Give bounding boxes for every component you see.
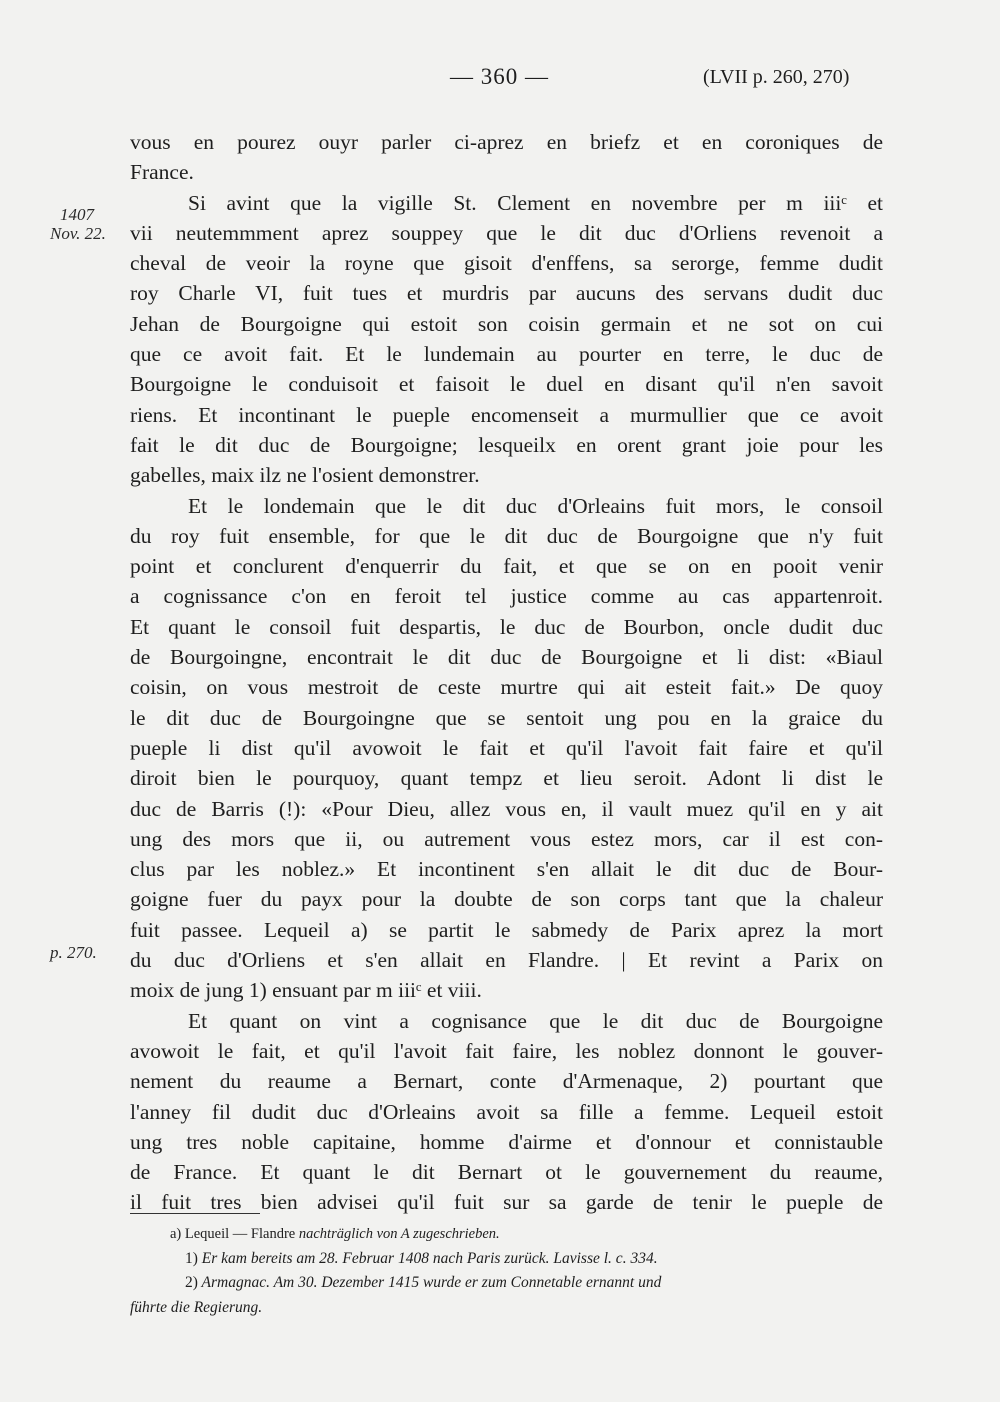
- text-line: coisin, on vous mestroit de ceste murtre qui ait esteit fait.» De quoy: [130, 675, 883, 700]
- text-line: Jehan de Bourgoigne qui estoit son coisin germain et ne sot on cui: [130, 311, 883, 336]
- footnote-a-note: nachträglich von A zugeschrieben.: [298, 1226, 500, 1242]
- text-line: de Bourgoingne, encontrait le dit duc de Bourgoigne et li dist: «Biaul: [130, 645, 883, 670]
- footnote-divider: [130, 1213, 260, 1214]
- text-line: clus par les noblez.» Et incontinent s'en allait le dit duc de Bour-: [130, 857, 883, 882]
- footnote-1: [130, 1247, 883, 1272]
- text-line: le dit duc de Bourgoingne que se sentoit ung pou en la graice du: [130, 705, 883, 730]
- text-line: vii neutemmment aprez souppey que le dit duc d'Orliens revenoit a: [130, 220, 883, 245]
- text-line: Bourgoigne le conduisoit et faisoit le duel en disant qu'il n'en savoit: [130, 372, 883, 397]
- text-line: fait le dit duc de Bourgoigne; lesqueilx en orent grant joie pour les: [130, 432, 883, 457]
- footnote-a: [130, 1222, 883, 1247]
- footnote-2: [130, 1271, 883, 1296]
- text-line: il fuit tres bien advisei qu'il fuit sur sa garde de tenir le pueple de: [130, 1190, 883, 1215]
- footnote-2-marker: 2): [185, 1274, 198, 1291]
- text-line: Si avint que la vigille St. Clement en novembre per m iiiᶜ et: [188, 190, 883, 215]
- text-line: duc de Barris (!): «Pour Dieu, allez vous en, il vault muez qu'il en y ait: [130, 796, 883, 821]
- text-line: roy Charle VI, fuit tues et murdris par aucuns des servans dudit duc: [130, 281, 883, 306]
- text-line: diroit bien le pourquoy, quant tempz et lieu seroit. Adont li dist le: [130, 766, 883, 791]
- text-line: du duc d'Orliens et s'en allait en Flandre. | Et revint a Parix on: [130, 948, 883, 973]
- text-line: nement du reaume a Bernart, conte d'Armenaque, 2) pourtant que: [130, 1069, 883, 1094]
- source-reference: (LVII p. 260, 270): [703, 66, 850, 88]
- text-line: moix de jung 1) ensuant par m iiiᶜ et viii.: [130, 978, 482, 1003]
- text-line: l'anney fil dudit duc d'Orleains avoit sa fille a femme. Lequeil estoit: [130, 1099, 883, 1124]
- text-line: du roy fuit ensemble, for que le dit duc de Bourgoigne que n'y fuit: [130, 523, 883, 548]
- text-line: vous en pourez ouyr parler ci-aprez en briefz et en coroniques de: [130, 130, 883, 154]
- text-line: point et conclurent d'enquerrir du fait, et que se on en pooit venir: [130, 554, 883, 579]
- page-header: [0, 64, 1000, 96]
- text-line: a cognissance c'on en feroit tel justice comme au cas appartenroit.: [130, 584, 883, 609]
- text-line: France.: [130, 160, 194, 185]
- text-line: avowoit le fait, et qu'il l'avoit fait faire, les noblez donnont le gouver-: [130, 1038, 883, 1063]
- footnotes: [130, 1222, 883, 1320]
- footnote-2-text: Armagnac. Am 30. Dezember 1415 wurde er zum Connetable ernannt und: [201, 1274, 662, 1291]
- main-text: [130, 127, 883, 1218]
- text-line: de France. Et quant le dit Bernart ot le gouvernement du reaume,: [130, 1160, 883, 1185]
- text-line: Et quant le consoil fuit despartis, le duc de Bourbon, oncle dudit duc: [130, 614, 883, 639]
- text-line: pueple li dist qu'il avowoit le fait et qu'il l'avoit fait faire et qu'il: [130, 735, 883, 760]
- footnote-1-marker: 1): [185, 1249, 198, 1267]
- text-line: cheval de veoir la royne que gisoit d'enffens, sa serorge, femme dudit: [130, 251, 883, 276]
- footnote-a-text: Lequeil — Flandre: [184, 1226, 296, 1242]
- page-number: — 360 —: [450, 64, 549, 89]
- text-line: riens. Et incontinant le pueple encomenseit a murmullier que ce avoit: [130, 402, 883, 427]
- footnote-a-marker: a): [170, 1226, 182, 1242]
- footnote-2-continued: führte die Regierung.: [130, 1298, 263, 1316]
- text-line: ung des mors que ii, ou autrement vous estez mors, car il est con-: [130, 826, 883, 851]
- text-line: que ce avoit fait. Et le lundemain au pourter en terre, le duc de: [130, 342, 883, 367]
- text-line: Et le londemain que le dit duc d'Orleains fuit mors, le consoil: [188, 493, 883, 518]
- text-line: Et quant on vint a cognisance que le dit duc de Bourgoigne: [188, 1008, 883, 1033]
- text-line: fuit passee. Lequeil a) se partit le sabmedy de Parix aprez la mort: [130, 917, 883, 942]
- text-line: goigne fuer du payx pour la doubte de son corps tant que la chaleur: [130, 887, 883, 912]
- margin-date: Nov. 22.: [50, 224, 106, 243]
- margin-page-ref: p. 270.: [50, 943, 97, 962]
- footnote-1-text: Er kam bereits am 28. Februar 1408 nach Paris zurück. Lavisse l. c. 334.: [201, 1249, 658, 1267]
- text-line: gabelles, maix ilz ne l'osient demonstrer.: [130, 463, 480, 488]
- margin-year: 1407: [60, 205, 94, 224]
- text-line: ung tres noble capitaine, homme d'airme et d'onnour et connistauble: [130, 1129, 883, 1154]
